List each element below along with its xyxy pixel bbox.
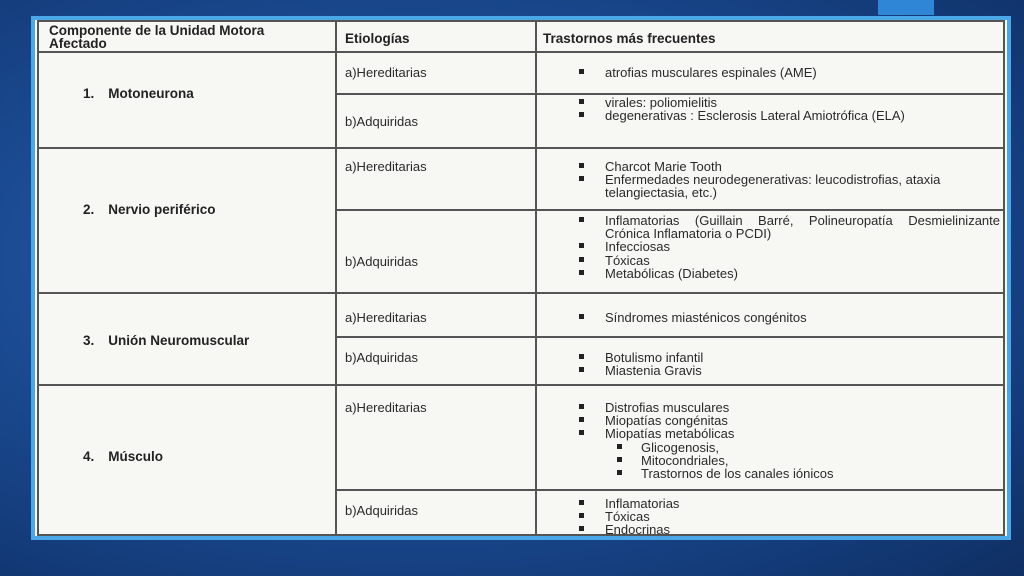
- list-item: Tóxicas: [575, 254, 1000, 267]
- disorder-list: [575, 351, 1000, 377]
- list-item: Charcot Marie Tooth: [575, 160, 1000, 173]
- list-item: Botulismo infantil: [575, 351, 1000, 364]
- corner-accent-bar: [878, 0, 934, 15]
- bullet-icon: [617, 444, 622, 449]
- table-border-top: [37, 20, 1005, 22]
- disorder-list: [575, 96, 1000, 122]
- list-item: Distrofias musculares: [575, 401, 1000, 414]
- row-divider: [335, 489, 1005, 491]
- table-border-right: [1003, 20, 1005, 536]
- bullet-icon: [579, 112, 584, 117]
- disorder-list: [575, 311, 1000, 324]
- bullet-icon: [579, 404, 584, 409]
- bullet-icon: [579, 354, 584, 359]
- bullet-icon: [579, 217, 584, 222]
- bullet-icon: [579, 367, 584, 372]
- component-musculo: [83, 450, 163, 463]
- list-item: Miastenia Gravis: [575, 364, 1000, 377]
- etiology-hereditary: a)Hereditarias: [345, 159, 427, 174]
- disorder-list: [575, 497, 1000, 537]
- header-component: Componente de la Unidad Motora Afectado: [49, 23, 265, 51]
- etiology-acquired: b)Adquiridas: [345, 503, 418, 518]
- bullet-icon: [579, 69, 584, 74]
- list-item: Inflamatorias: [575, 497, 1000, 510]
- disorder-list: [575, 160, 1000, 200]
- list-item: Síndromes miasténicos congénitos: [575, 311, 1000, 324]
- disorder-list: [575, 401, 1000, 480]
- component-name: Músculo: [108, 449, 164, 464]
- bullet-icon: [579, 314, 584, 319]
- component-number: 4.: [83, 449, 95, 464]
- list-item: Metabólicas (Diabetes): [575, 267, 1000, 280]
- list-subitem: Glicogenosis,: [575, 441, 1000, 454]
- header-etiology: Etiologías: [345, 31, 410, 46]
- etiology-hereditary: a)Hereditarias: [345, 400, 427, 415]
- bullet-icon: [579, 526, 584, 531]
- bullet-icon: [579, 513, 584, 518]
- component-number: 3.: [83, 333, 95, 348]
- bullet-icon: [579, 99, 584, 104]
- bullet-icon: [579, 270, 584, 275]
- etiology-acquired: b)Adquiridas: [345, 254, 418, 269]
- column-divider: [335, 20, 337, 536]
- bullet-icon: [579, 430, 584, 435]
- bullet-icon: [579, 176, 584, 181]
- header-disorders: Trastornos más frecuentes: [543, 31, 716, 46]
- bullet-icon: [579, 500, 584, 505]
- table-border-left: [37, 20, 39, 536]
- component-number: 2.: [83, 202, 95, 217]
- component-number: 1.: [83, 86, 95, 101]
- component-union-neuromuscular: [83, 334, 249, 347]
- etiology-acquired: b)Adquiridas: [345, 114, 418, 129]
- bullet-icon: [579, 417, 584, 422]
- list-item: atrofias musculares espinales (AME): [575, 66, 1000, 79]
- list-item: Tóxicas: [575, 510, 1000, 523]
- component-name: Unión Neuromuscular: [108, 333, 250, 348]
- list-item: Infecciosas: [575, 240, 1000, 253]
- disorder-list: [575, 66, 1000, 79]
- etiology-hereditary: a)Hereditarias: [345, 310, 427, 325]
- disorder-list: [575, 214, 1000, 280]
- bullet-icon: [579, 243, 584, 248]
- list-subitem: Mitocondriales,: [575, 454, 1000, 467]
- bullet-icon: [617, 470, 622, 475]
- row-divider: [335, 336, 1005, 338]
- etiology-acquired: b)Adquiridas: [345, 350, 418, 365]
- component-motoneurona: [83, 87, 194, 100]
- list-item: degenerativas : Esclerosis Lateral Amiotrófica (ELA): [575, 109, 1000, 122]
- etiology-hereditary: a)Hereditarias: [345, 65, 427, 80]
- bullet-icon: [617, 457, 622, 462]
- component-name: Motoneurona: [108, 86, 194, 101]
- motor-unit-table: [35, 20, 1007, 536]
- bullet-icon: [579, 163, 584, 168]
- list-item: Miopatías congénitas: [575, 414, 1000, 427]
- row-divider: [335, 209, 1005, 211]
- list-item: Miopatías metabólicas: [575, 427, 1000, 440]
- component-nervio-periferico: [83, 203, 216, 216]
- column-divider: [535, 20, 537, 536]
- list-item: Endocrinas: [575, 523, 1000, 536]
- row-divider: [37, 384, 1005, 386]
- list-subitem: Trastornos de los canales iónicos: [575, 467, 1000, 480]
- row-divider: [37, 292, 1005, 294]
- bullet-icon: [579, 257, 584, 262]
- list-item: Inflamatorias (Guillain Barré, Polineuropatía Desmielinizante Crónica Inflamatoria o PCDI): [575, 214, 1000, 240]
- header-divider: [37, 51, 1005, 53]
- row-divider: [37, 147, 1005, 149]
- slide-frame: [31, 16, 1011, 540]
- component-name: Nervio periférico: [108, 202, 216, 217]
- list-item: virales: poliomielitis: [575, 96, 1000, 109]
- list-item: Enfermedades neurodegenerativas: leucodistrofias, ataxia telangiectasia, etc.): [575, 173, 1000, 199]
